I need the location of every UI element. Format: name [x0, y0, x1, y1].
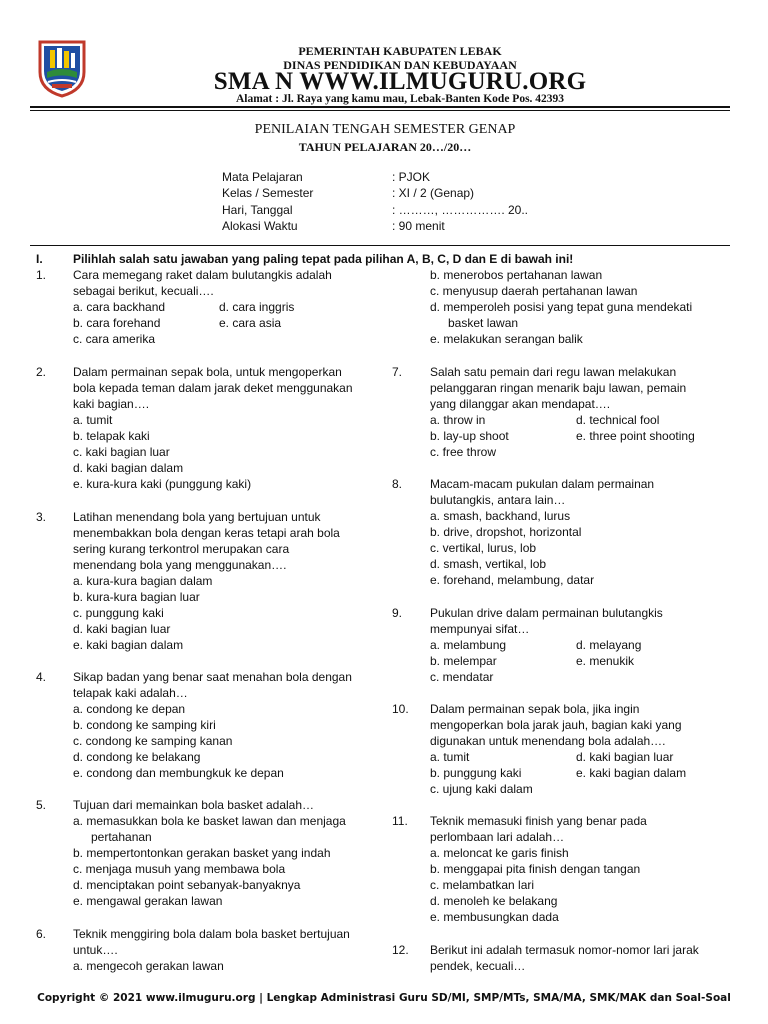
option-a: a. condong ke depan — [73, 702, 186, 716]
option-b: b. lay-up shoot — [430, 429, 509, 443]
option-a: a. cara backhand — [73, 300, 166, 314]
option-b: b. menerobos pertahanan lawan — [430, 268, 603, 282]
question-stem: menendang bola yang menggunakan…. — [73, 558, 287, 572]
question-stem: perlombaan lari adalah… — [430, 830, 565, 844]
question-stem: menembakkan bola dengan keras tetapi arah bola — [73, 526, 340, 540]
option-a: a. melambung — [430, 638, 507, 652]
question-stem: Dalam permainan sepak bola, jika ingin — [430, 702, 640, 716]
option-a: a. smash, backhand, lurus — [430, 509, 571, 523]
option-c: c. menjaga musuh yang membawa bola — [73, 862, 286, 876]
option-d: d. menoleh ke belakang — [430, 894, 558, 908]
option-e: e. kaki bagian dalam — [73, 638, 184, 652]
question-stem: mengoperkan bola jarak jauh, bagian kaki yang — [430, 718, 682, 732]
option-c: c. cara amerika — [73, 332, 156, 346]
question-number: 5. — [36, 798, 47, 812]
question-stem: pelanggaran ringan menarik baju lawan, pemain — [430, 381, 687, 395]
option-a: a. meloncat ke garis finish — [430, 846, 569, 860]
option-e: e. kaki bagian dalam — [576, 766, 687, 780]
option-d: d. kaki bagian luar — [576, 750, 674, 764]
option-a: a. tumit — [430, 750, 470, 764]
option-c: c. menyusup daerah pertahanan lawan — [430, 284, 638, 298]
question-stem: Cara memegang raket dalam bulutangkis adalah — [73, 268, 332, 282]
option-d: d. cara inggris — [219, 300, 295, 314]
option-c: c. melambatkan lari — [430, 878, 535, 892]
option-e: e. melakukan serangan balik — [430, 332, 583, 346]
exam-title: PENILAIAN TENGAH SEMESTER GENAP — [254, 122, 516, 137]
question-stem: Macam-macam pukulan dalam permainan — [430, 477, 655, 491]
info-value: : PJOK — [392, 170, 431, 184]
option-c: c. vertikal, lurus, lob — [430, 541, 537, 555]
question-stem: Berikut ini adalah termasuk nomor-nomor lari jarak — [430, 943, 699, 957]
option-b: b. condong ke samping kiri — [73, 718, 216, 732]
question-stem: Tujuan dari memainkan bola basket adalah… — [73, 798, 315, 812]
question-stem: mempunyai sifat… — [430, 622, 530, 636]
question-number: 12. — [392, 943, 409, 957]
option-b: b. drive, dropshot, horizontal — [430, 525, 582, 539]
regency-crest-icon — [36, 38, 88, 98]
option-c: c. ujung kaki dalam — [430, 782, 533, 796]
option-c: c. mendatar — [430, 670, 494, 684]
option-a: a. mengecoh gerakan lawan — [73, 959, 224, 973]
question-stem: Salah satu pemain dari regu lawan melakukan — [430, 365, 677, 379]
option-e: e. membusungkan dada — [430, 910, 559, 924]
question-number: 3. — [36, 510, 47, 524]
question-stem: sebagai berikut, kecuali…. — [73, 284, 214, 298]
question-number: 8. — [392, 477, 403, 491]
option-b: b. kura-kura bagian luar — [73, 590, 200, 604]
header-school-name: SMA N WWW.ILMUGURU.ORG — [213, 68, 587, 95]
info-value: : XI / 2 (Genap) — [392, 186, 475, 200]
question-number: 11. — [392, 814, 408, 828]
question-stem: Latihan menendang bola yang bertujuan untuk — [73, 510, 321, 524]
question-stem: untuk…. — [73, 943, 118, 957]
info-label: Kelas / Semester — [222, 186, 314, 200]
section-number: I. — [36, 252, 43, 266]
section-rule — [30, 245, 730, 246]
info-label: Mata Pelajaran — [222, 170, 303, 184]
page-footer-copyright: Copyright © 2021 www.ilmuguru.org | Lengkap Administrasi Guru SD/MI, SMP/MTs, SMA/MA, SMK/MAK dan Soal-Soal — [37, 992, 731, 1004]
option-e: e. cara asia — [219, 316, 282, 330]
option-d: d. kaki bagian luar — [73, 622, 171, 636]
exam-year: TAHUN PELAJARAN 20…/20… — [298, 140, 472, 154]
option-b: b. mempertontonkan gerakan basket yang indah — [73, 846, 331, 860]
question-stem: Teknik memasuki finish yang benar pada — [430, 814, 647, 828]
option-b: b. cara forehand — [73, 316, 161, 330]
option-c: c. kaki bagian luar — [73, 445, 170, 459]
option-d: d. melayang — [576, 638, 642, 652]
option-d: d. smash, vertikal, lob — [430, 557, 547, 571]
option-a: a. tumit — [73, 413, 113, 427]
option-c: c. free throw — [430, 445, 497, 459]
question-number: 4. — [36, 670, 47, 684]
question-stem: Sikap badan yang benar saat menahan bola dengan — [73, 670, 352, 684]
option-c: c. condong ke samping kanan — [73, 734, 233, 748]
option-a: a. kura-kura bagian dalam — [73, 574, 213, 588]
question-stem: telapak kaki adalah… — [73, 686, 188, 700]
info-value: : ………, ……………. 20.. — [392, 203, 529, 217]
question-stem: Pukulan drive dalam permainan bulutangkis — [430, 606, 663, 620]
option-a: a. memasukkan bola ke basket lawan dan menjaga — [73, 814, 346, 828]
question-number: 9. — [392, 606, 403, 620]
question-stem: Dalam permainan sepak bola, untuk mengoperkan — [73, 365, 342, 379]
question-stem: bola kepada teman dalam jarak deket menggunakan — [73, 381, 353, 395]
option-e: e. three point shooting — [576, 429, 695, 443]
question-stem: kaki bagian…. — [73, 397, 150, 411]
option-d: d. technical fool — [576, 413, 660, 427]
option-e: e. forehand, melambung, datar — [430, 573, 595, 587]
question-stem: bulutangkis, antara lain… — [430, 493, 566, 507]
option-d: d. menciptakan point sebanyak-banyaknya — [73, 878, 301, 892]
option-d-continued: basket lawan — [448, 316, 519, 330]
option-b: b. menggapai pita finish dengan tangan — [430, 862, 641, 876]
option-b: b. melempar — [430, 654, 497, 668]
question-stem: Teknik menggiring bola dalam bola basket bertujuan — [73, 927, 350, 941]
question-stem: digunakan untuk menendang bola adalah…. — [430, 734, 666, 748]
header-address: Alamat : Jl. Raya yang kamu mau, Lebak-Banten Kode Pos. 42393 — [235, 93, 565, 105]
question-number: 10. — [392, 702, 409, 716]
option-d: d. kaki bagian dalam — [73, 461, 184, 475]
info-value: : 90 menit — [392, 219, 445, 233]
section-instruction: Pilihlah salah satu jawaban yang paling tepat pada pilihan A, B, C, D dan E di bawah ini! — [73, 252, 574, 266]
option-e: e. kura-kura kaki (punggung kaki) — [73, 477, 252, 491]
option-e: e. condong dan membungkuk ke depan — [73, 766, 284, 780]
info-label: Alokasi Waktu — [222, 219, 298, 233]
question-stem: sering kurang terkontrol merupakan cara — [73, 542, 290, 556]
option-b: b. punggung kaki — [430, 766, 522, 780]
info-label: Hari, Tanggal — [222, 203, 293, 217]
header-rule-thick — [30, 106, 730, 108]
question-number: 7. — [392, 365, 403, 379]
option-e: e. menukik — [576, 654, 635, 668]
question-number: 6. — [36, 927, 47, 941]
option-b: b. telapak kaki — [73, 429, 150, 443]
option-e: e. mengawal gerakan lawan — [73, 894, 223, 908]
option-d: d. memperoleh posisi yang tepat guna mendekati — [430, 300, 693, 314]
option-d: d. condong ke belakang — [73, 750, 201, 764]
option-a-continued: pertahanan — [91, 830, 152, 844]
option-c: c. punggung kaki — [73, 606, 164, 620]
question-number: 2. — [36, 365, 47, 379]
header-rule-thin — [30, 110, 730, 111]
header-department-line: DINAS PENDIDIKAN DAN KEBUDAYAAN — [283, 58, 517, 72]
question-stem: pendek, kecuali… — [430, 959, 526, 973]
header-government-line: PEMERINTAH KABUPATEN LEBAK — [298, 44, 502, 58]
question-stem: yang dilanggar akan mendapat…. — [430, 397, 611, 411]
question-number: 1. — [36, 268, 47, 282]
option-a: a. throw in — [430, 413, 486, 427]
